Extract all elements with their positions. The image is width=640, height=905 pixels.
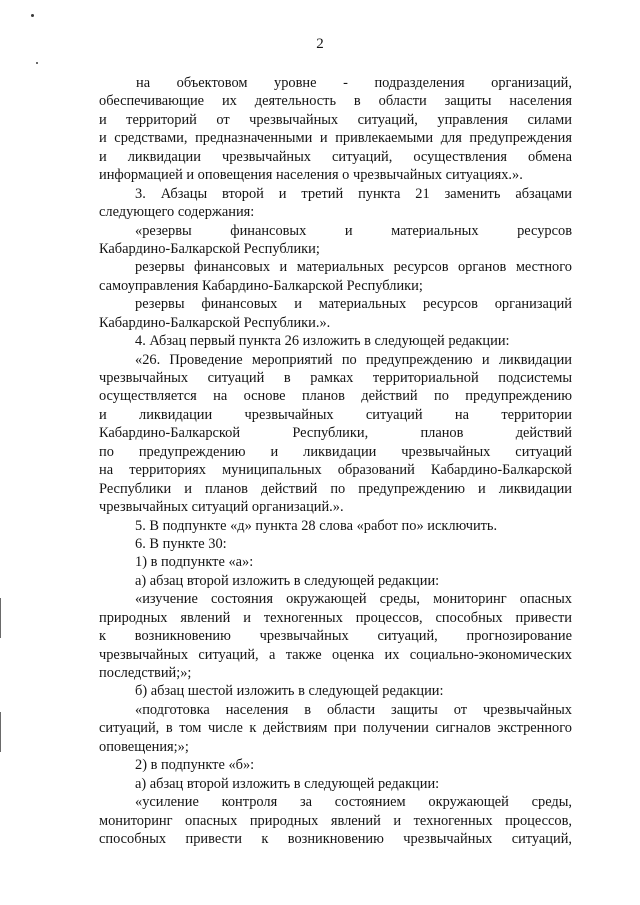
text-line: на объектовом уровне - подразделения организаций,: [136, 75, 572, 91]
text-line: чрезвычайных ситуаций в рамках территориальной подсистемы: [99, 370, 572, 386]
text-line: осуществляется на основе планов действий по предупреждению: [99, 388, 572, 405]
text-line: и ликвидации чрезвычайных ситуаций, осуществления обмена: [99, 148, 572, 165]
text-line: самоуправления Кабардино-Балкарской Республики;: [99, 277, 423, 294]
text-line: «усиление контроля за состоянием окружающей среды,: [135, 794, 572, 811]
text-line: чрезвычайных ситуаций, а также оценка их социально-экономических: [99, 646, 572, 663]
text-line: 6. В пункте 30:: [135, 535, 227, 552]
text-line: на территориях муниципальных образований Кабардино-Балкарской: [99, 462, 572, 479]
text-line: «изучение состояния окружающей среды, мониторинг опасных: [135, 591, 572, 608]
text-line: б) абзац шестой изложить в следующей редакции:: [135, 683, 444, 700]
text-line: и территорий от чрезвычайных ситуаций, управления силами: [99, 111, 572, 128]
text-line: по предупреждению и ликвидации чрезвычайных ситуаций: [99, 443, 572, 460]
text-line: резервы финансовых и материальных ресурсов организаций: [135, 296, 572, 313]
text-line: 5. В подпункте «д» пункта 28 слова «работ по» исключить.: [135, 517, 498, 534]
text-line: 3. Абзацы второй и третий пункта 21 заменить абзацами: [135, 185, 572, 202]
document-body: [99, 74, 572, 848]
scan-speck: [31, 14, 34, 17]
text-line: Республики и планов действий по предупреждению и ликвидации: [99, 480, 572, 497]
text-line: 1) в подпункте «а»:: [135, 554, 254, 571]
text-line: Кабардино-Балкарской Республики.».: [99, 314, 331, 331]
text-line: природных явлений и техногенных процессов, способных привести: [99, 609, 572, 626]
text-line: следующего содержания:: [99, 204, 255, 221]
text-line: и средствами, предназначенными и привлекаемыми для предупреждения: [99, 130, 572, 147]
text-line: Кабардино-Балкарской Республики, планов действий: [99, 425, 572, 442]
text-line: «резервы финансовых и материальных ресурсов: [135, 222, 572, 239]
text-line: Кабардино-Балкарской Республики;: [99, 240, 320, 257]
scan-edge-mark: [0, 598, 1, 638]
text-line: мониторинг опасных природных явлений и техногенных процессов,: [99, 812, 572, 829]
scan-speck: [36, 62, 38, 64]
text-line: информацией и оповещения населения о чрезвычайных ситуациях.».: [99, 167, 523, 184]
text-line: а) абзац второй изложить в следующей редакции:: [135, 572, 440, 589]
text-line: 2) в подпункте «б»:: [135, 757, 255, 774]
text-line: последствий;»;: [99, 665, 192, 681]
text-line: 4. Абзац первый пункта 26 изложить в следующей редакции:: [135, 333, 510, 350]
scan-edge-mark: [0, 712, 1, 752]
text-line: ситуаций, в том числе к действиям при получении сигналов экстренного: [99, 720, 572, 737]
text-line: к возникновению чрезвычайных ситуаций, прогнозирование: [99, 628, 572, 645]
text-line: и ликвидации чрезвычайных ситуаций на территории: [99, 406, 572, 423]
text-line: оповещения;»;: [99, 738, 189, 755]
text-line: а) абзац второй изложить в следующей редакции:: [135, 775, 440, 792]
text-line: резервы финансовых и материальных ресурсов органов местного: [135, 259, 572, 276]
text-line: обеспечивающие их деятельность в области защиты населения: [99, 93, 572, 110]
text-line: «26. Проведение мероприятий по предупреждению и ликвидации: [135, 351, 572, 368]
text-line: способных привести к возникновению чрезвычайных ситуаций,: [99, 830, 572, 847]
text-line: чрезвычайных ситуаций организаций.».: [99, 499, 344, 516]
text-line: «подготовка населения в области защиты от чрезвычайных: [135, 701, 572, 718]
page-number: 2: [316, 36, 324, 52]
